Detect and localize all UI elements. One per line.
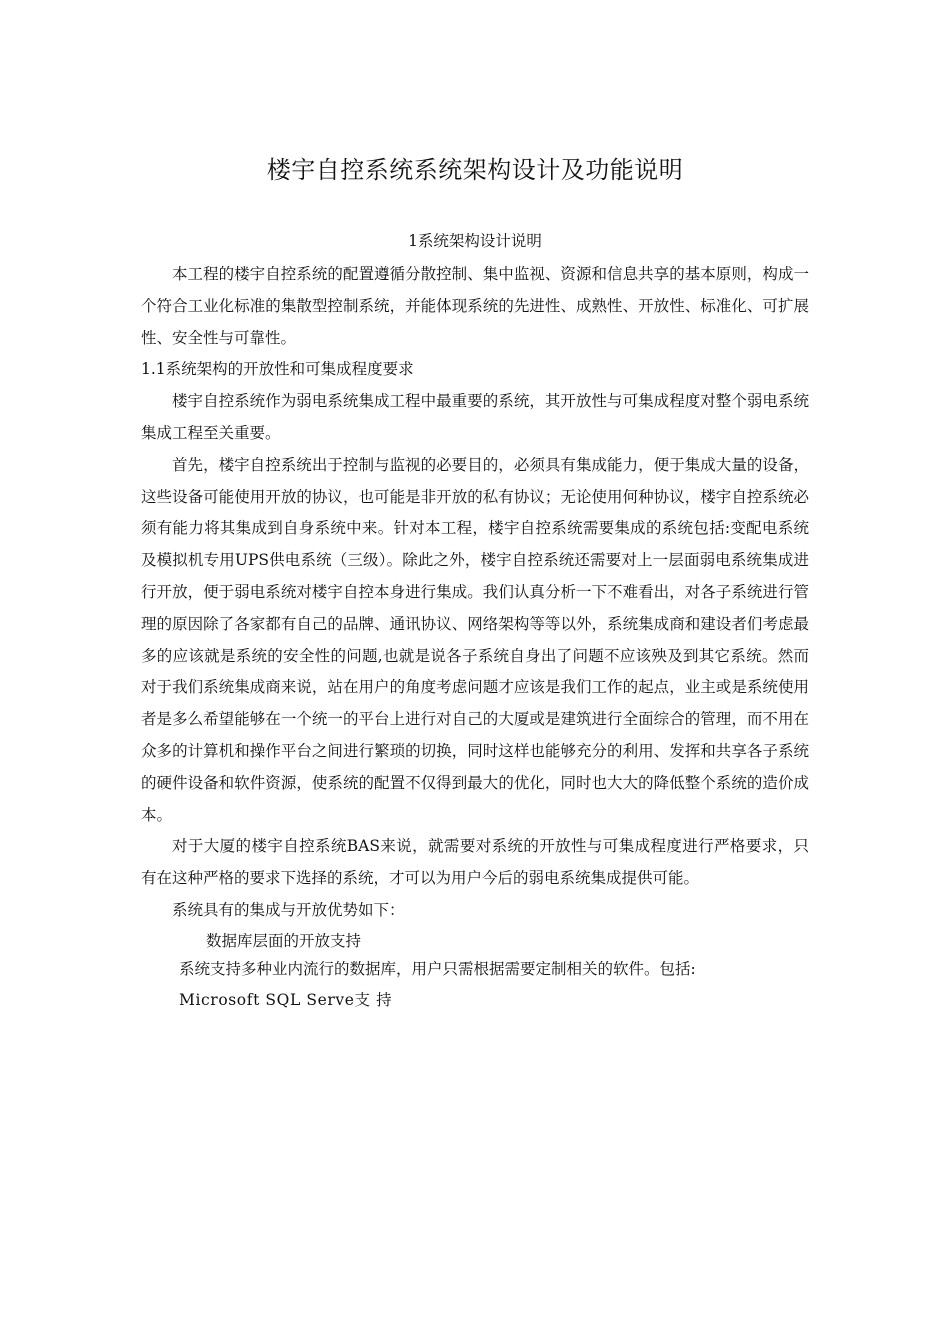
body-paragraph-1: 楼宇自控系统作为弱电系统集成工程中最重要的系统，其开放性与可集成程度对整个弱电系统集成工程至关重要。 xyxy=(141,392,809,442)
document-body xyxy=(141,259,809,1017)
support-item: Microsoft SQL Serve支 持 xyxy=(179,990,393,1009)
body-paragraph-2: 首先，楼宇自控系统出于控制与监视的必要目的，必须具有集成能力，便于集成大量的设备，这些设备可能使用开放的协议，也可能是非开放的私有协议；无论使用何种协议，楼宇自控系统必须有能力将其集成到自身系统中来。针对本工程，楼宇自控系统需要集成的系统包括:变配电系统及模拟机专用UPS供电系统（三级）。除此之外，楼宇自控系统还需要对上一层面弱电系统集成进行开放，便于弱电系统对楼宇自控本身进行集成。我们认真分析一下不难看出，对各子系统进行管理的原因除了各家都有自己的品牌、通讯协议、网络架构等等以外，系统集成商和建设者们考虑最多的应该就是系统的安全性的问题,也就是说各子系统自身出了问题不应该殃及到其它系统。然而对于我们系统集成商来说，站在用户的角度考虑问题才应该是我们工作的起点，业主或是系统使用者是多么希望能够在一个统一的平台上进行对自己的大厦或是建筑进行全面综合的管理，而不用在众多的计算机和操作平台之间进行繁琐的切换，同时这样也能够充分的利用、发挥和共享各子系统的硬件设备和软件资源，使系统的配置不仅得到最大的优化，同时也大大的降低整个系统的造价成本。 xyxy=(141,455,809,824)
feature-title: 数据库层面的开放支持 xyxy=(206,931,362,950)
intro-paragraph: 本工程的楼宇自控系统的配置遵循分散控制、集中监视、资源和信息共享的基本原则，构成一个符合工业化标准的集散型控制系统，并能体现系统的先进性、成熟性、开放性、标准化、可扩展性、安全性与可靠性。 xyxy=(141,265,809,347)
body-paragraph-3: 对于大厦的楼宇自控系统BAS来说，就需要对系统的开放性与可集成程度进行严格要求，只有在这种严格的要求下选择的系统，才可以为用户今后的弱电系统集成提供可能。 xyxy=(141,837,809,888)
section-heading-1-1: 1.1系统架构的开放性和可集成程度要求 xyxy=(141,360,414,379)
feature-description: 系统支持多种业内流行的数据库，用户只需根据需要定制相关的软件。包括: xyxy=(179,959,696,978)
body-paragraph-4: 系统具有的集成与开放优势如下： xyxy=(172,900,405,919)
section-heading-1: 1系统架构设计说明 xyxy=(408,232,542,250)
document-title: 楼宇自控系统系统架构设计及功能说明 xyxy=(266,156,684,184)
